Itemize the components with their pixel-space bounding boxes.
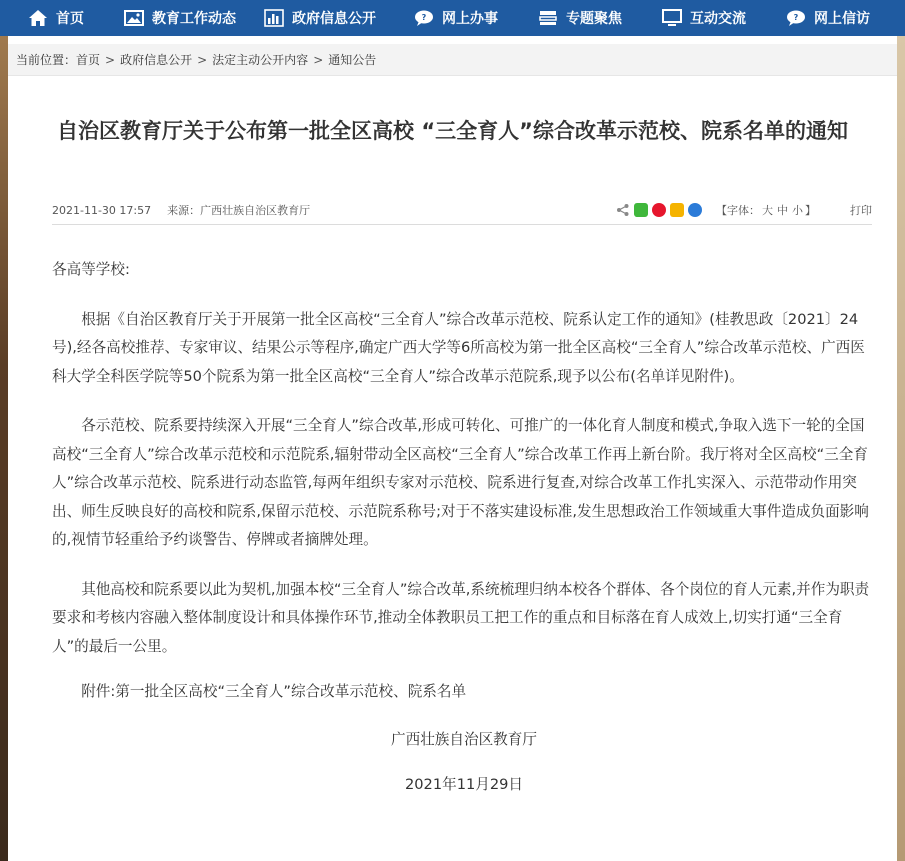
paragraph: 其他高校和院系要以此为契机,加强本校“三全育人”综合改革,系统梳理归纳本校各个群体、各个岗位的育人元素,并作为职责要求和考核内容融入整体制度设计和具体操作环节,推动全体教职员工把工作的重点和目标落在育人成效上,切实打通“三全育人”的最后一公里。 (52, 580, 870, 655)
divider (52, 224, 872, 225)
breadcrumb (8, 44, 897, 76)
breadcrumb-separator: > (197, 52, 208, 67)
nav-item-gov-info[interactable] (264, 0, 376, 36)
qzone-icon[interactable] (670, 203, 684, 217)
chat-bubble-icon (414, 9, 434, 27)
article-source: 来源：广西壮族自治区教育厅 (167, 204, 311, 217)
paragraph: 根据《自治区教育厅关于开展第一批全区高校“三全育人”综合改革示范校、院系认定工作的通知》(桂教思政〔2021〕24号),经各高校推荐、专家审议、结果公示等程序,确定广西大学等6所高校为第一批全区高校“三全育人”综合改革示范校、广西医科大学全科医学院等50个院系为第一批全区高校“三全育人”综合改革示范院系,现予以公布(名单详见附件)。 (52, 310, 865, 385)
monitor-icon (662, 9, 682, 27)
nav-label: 政府信息公开 (292, 11, 376, 27)
wechat-icon[interactable] (634, 203, 648, 217)
weibo-icon[interactable] (652, 203, 666, 217)
nav-label: 教育工作动态 (152, 11, 236, 27)
nav-label: 专题聚焦 (566, 11, 622, 27)
nav-item-topics[interactable] (538, 0, 622, 36)
image-icon (124, 9, 144, 27)
nav-item-online-service[interactable] (414, 0, 498, 36)
font-size-control (716, 202, 816, 218)
nav-label: 网上信访 (814, 11, 870, 27)
print-link[interactable]: 打印 (850, 204, 872, 217)
breadcrumb-prefix: 当前位置： (16, 53, 77, 67)
article-title: 自治区教育厅关于公布第一批全区高校 “三全育人”综合改革示范校、院系名单的通知 (57, 119, 848, 143)
nav-label: 网上办事 (442, 11, 498, 27)
article-body (52, 256, 876, 800)
article-meta (52, 200, 872, 220)
svg-text:?: ? (793, 13, 799, 22)
breadcrumb-item-statutory[interactable]: 法定主动公开内容 (212, 53, 309, 67)
qq-icon[interactable] (688, 203, 702, 217)
salutation: 各高等学校: (52, 261, 130, 278)
font-size-medium[interactable]: 中 (777, 204, 788, 217)
breadcrumb-item-gov-info[interactable]: 政府信息公开 (120, 53, 193, 67)
nav-item-home[interactable] (28, 0, 84, 36)
font-size-label-open: 【字体： (716, 204, 760, 217)
attachment-link[interactable]: 附件:第一批全区高校“三全育人”综合改革示范校、院系名单 (81, 683, 467, 700)
share-icon[interactable] (616, 203, 630, 217)
content-card (8, 36, 897, 861)
stack-icon (538, 9, 558, 27)
breadcrumb-item-notices[interactable]: 通知公告 (328, 53, 377, 67)
nav-label: 互动交流 (690, 11, 746, 27)
font-size-small[interactable]: 小 (792, 204, 803, 217)
breadcrumb-item-home[interactable]: 首页 (76, 53, 101, 67)
signature: 广西壮族自治区教育厅 (391, 730, 537, 748)
signature-date: 2021年11月29日 (404, 776, 524, 793)
font-size-large[interactable]: 大 (762, 204, 773, 217)
breadcrumb-separator: > (313, 52, 324, 67)
font-size-label-close: 】 (805, 204, 816, 217)
svg-text:?: ? (421, 13, 427, 22)
top-nav (0, 0, 905, 36)
background-right (897, 36, 905, 861)
paragraph: 各示范校、院系要持续深入开展“三全育人”综合改革,形成可转化、可推广的一体化育人制度和模式,争取入选下一轮的全国高校“三全育人”综合改革示范校和示范院系,辐射带动全区高校“三全育人”综合改革工作再上新台阶。我厅将对全区高校“三全育人”综合改革示范校、院系进行动态监管,每两年组织专家对示范校、院系进行复查,对综合改革工作扎实深入、示范带动作用突出、师生反映良好的高校和院系,保留示范校、示范院系称号;对于不落实建设标准,发生思想政治工作领域重大事件造成负面影响的,视情节轻重给予约谈警告、停牌或者摘牌处理。 (52, 417, 869, 548)
home-icon (28, 9, 48, 27)
bar-chart-icon (264, 9, 284, 27)
publish-date: 2021-11-30 17:57 (52, 203, 152, 217)
nav-label: 首页 (56, 11, 84, 27)
nav-item-petition[interactable] (786, 0, 870, 36)
breadcrumb-separator: > (105, 52, 116, 67)
article-tools (616, 202, 872, 218)
nav-item-interaction[interactable] (662, 0, 746, 36)
nav-item-education-news[interactable] (124, 0, 236, 36)
chat-bubble-icon (786, 9, 806, 27)
